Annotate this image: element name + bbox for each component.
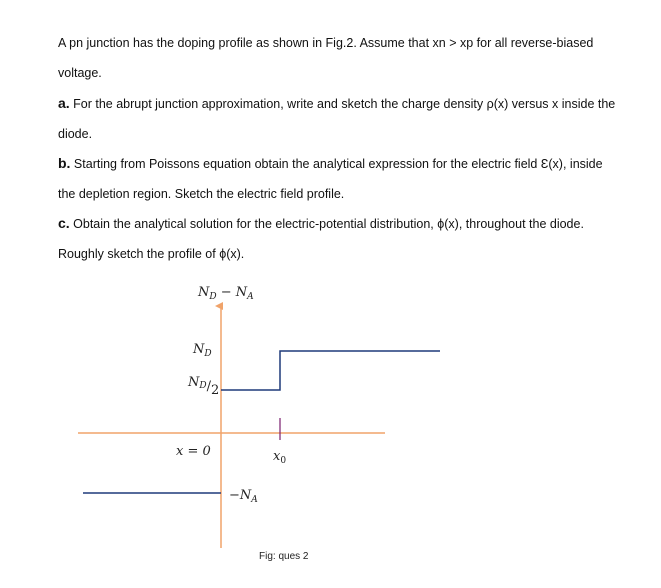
- part-b-text: Starting from Poissons equation obtain the analytical expression for the electric field Ɛ(x), inside the depletion region. Sketch the electric field profile.: [58, 157, 603, 201]
- x0-label: $x_0$: [273, 449, 287, 466]
- figure-caption: Fig: ques 2: [259, 551, 309, 562]
- nd-level-label: $N_D$: [193, 342, 212, 359]
- origin-label: x = 0: [176, 444, 211, 459]
- y-axis-label: $N_D - N_A$: [198, 285, 254, 302]
- profile-n-side: [221, 351, 440, 390]
- part-a-text: For the abrupt junction approximation, write and sketch the charge density ρ(x) versus x inside the diode.: [58, 97, 616, 141]
- problem-intro: A pn junction has the doping profile as shown in Fig.2. Assume that xn > xp for all reverse-biased voltage.: [58, 36, 594, 80]
- part-c-label: c.: [58, 215, 70, 231]
- part-b-label: b.: [58, 155, 71, 171]
- part-a-label: a.: [58, 95, 70, 111]
- part-c-text: Obtain the analytical solution for the electric-potential distribution, ϕ(x), throughout the diode. Roughly sketch the profile of ϕ(x).: [58, 217, 584, 261]
- neg-na-label: $-N_A$: [229, 488, 258, 505]
- nd-half-level-label: ND/2: [188, 375, 220, 398]
